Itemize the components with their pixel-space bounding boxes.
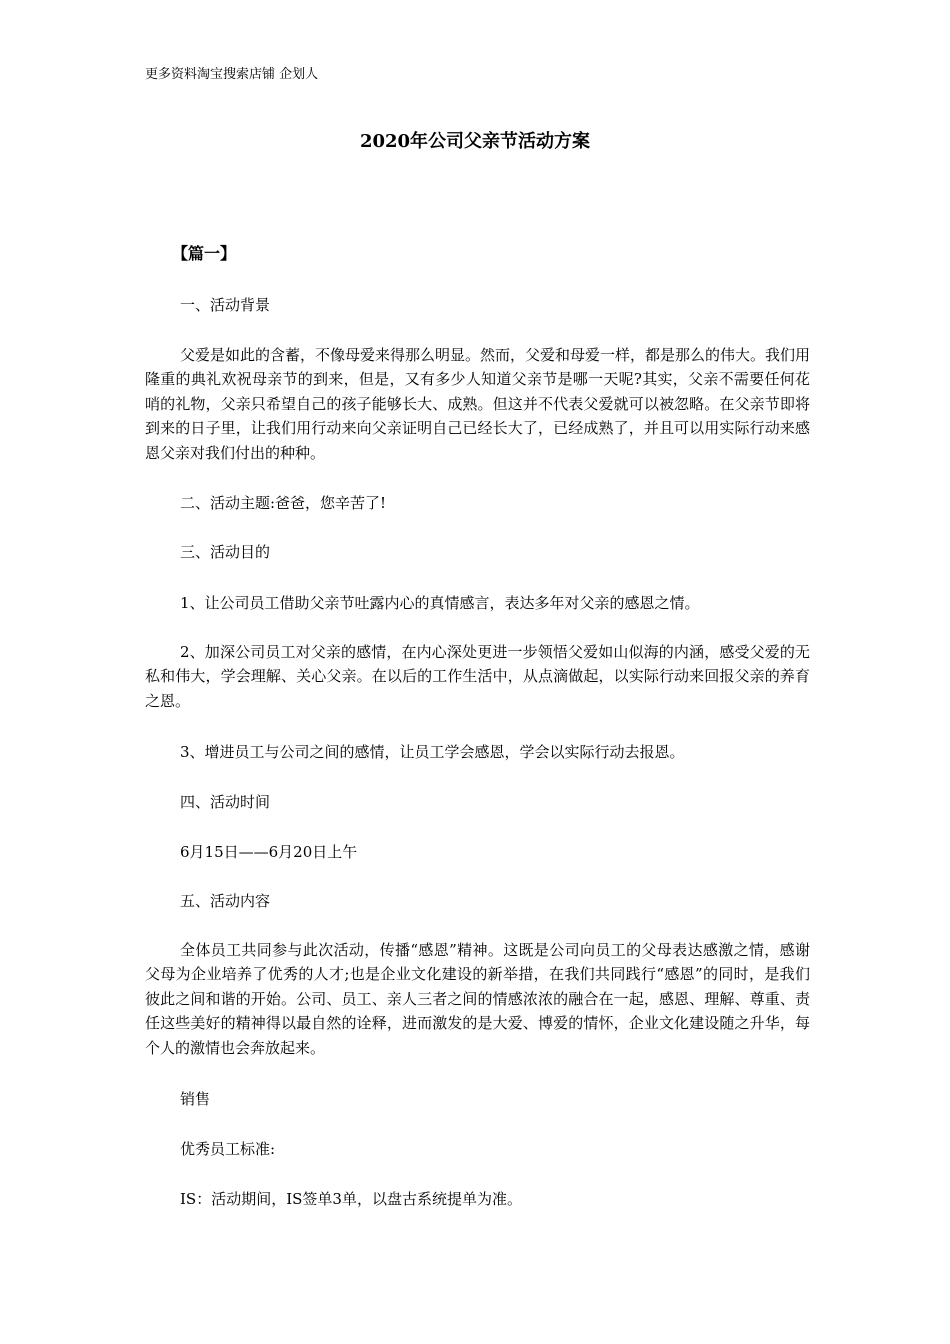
activity-time: 6月15日——6月20日上午 (180, 843, 358, 861)
section-label: 【篇一】 (172, 244, 237, 263)
heading-content: 五、活动内容 (180, 892, 271, 910)
heading-time: 四、活动时间 (180, 793, 271, 811)
purpose-item-2: 2、加深公司员工对父亲的感情，在内心深处更进一步领悟父爱如山似海的内涵，感受父爱的无私和伟大，学会理解、关心父亲。在以后的工作生活中，从点滴做起，以实际行动来回报父亲的养育之恩。 (145, 643, 810, 710)
sales-label: 销售 (180, 1090, 211, 1108)
paragraph-background: 父爱是如此的含蓄，不像母爱来得那么明显。然而，父爱和母爱一样，都是那么的伟大。我们用隆重的典礼欢祝母亲节的到来，但是，又有多少人知道父亲节是哪一天呢?其实，父亲不需要任何花哨的礼物，父亲只希望自己的孩子能够长大、成熟。但这并不代表父爱就可以被忽略。在父亲节即将到来的日子里，让我们用行动来向父亲证明自己已经长大了，已经成熟了，并且可以用实际行动来感恩父亲对我们付出的种种。 (145, 346, 811, 462)
paragraph-content: 全体员工共同参与此次活动，传播“感恩”精神。这既是公司向员工的父母表达感激之情，感谢父母为企业培养了优秀的人才;也是企业文化建设的新举措，在我们共同践行“感恩”的同时，是我们彼此之间和谐的开始。公司、员工、亲人三者之间的情感浓浓的融合在一起，感恩、理解、尊重、责任这些美好的精神得以最自然的诠释，进而激发的是大爱、博爱的情怀，企业文化建设随之升华，每个人的激情也会奔放起来。 (145, 941, 810, 1057)
purpose-item-1: 1、让公司员工借助父亲节吐露内心的真情感言，表达多年对父亲的感恩之情。 (180, 594, 700, 612)
document-title: 2020年公司父亲节活动方案 (359, 131, 591, 152)
purpose-item-3: 3、增进员工与公司之间的感情，让员工学会感恩，学会以实际行动去报恩。 (180, 743, 685, 761)
header-note: 更多资料淘宝搜索店铺 企划人 (145, 67, 319, 82)
heading-theme: 二、活动主题:爸爸，您辛苦了! (180, 494, 387, 512)
heading-purpose: 三、活动目的 (180, 543, 271, 561)
is-rule: IS：活动期间，IS签单3单，以盘古系统提单为准。 (180, 1190, 522, 1208)
heading-background: 一、活动背景 (180, 296, 271, 314)
standard-label: 优秀员工标准: (180, 1140, 276, 1158)
